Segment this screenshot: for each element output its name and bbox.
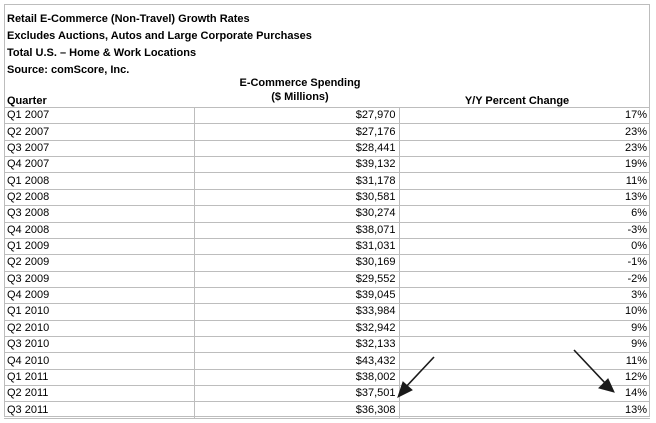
table-row xyxy=(4,386,650,402)
quarter-cell: Q4 2007 xyxy=(4,157,194,173)
spending-cell: $27,970 xyxy=(194,108,399,124)
spending-cell: $37,501 xyxy=(194,386,399,402)
spending-column-header xyxy=(190,76,410,104)
spending-cell: $38,071 xyxy=(194,222,399,238)
yoy-cell: 17% xyxy=(399,108,650,124)
spending-cell: $38,002 xyxy=(194,369,399,385)
table-row xyxy=(4,402,650,418)
yoy-cell: 23% xyxy=(399,124,650,140)
table-row xyxy=(4,222,650,238)
table-row xyxy=(4,238,650,254)
quarter-cell: Q4 2009 xyxy=(4,287,194,303)
data-table xyxy=(4,107,650,419)
spending-header-line2: ($ Millions) xyxy=(271,91,329,103)
spending-cell: $31,031 xyxy=(194,238,399,254)
quarter-cell: Q2 2008 xyxy=(4,189,194,205)
spending-cell: $43,432 xyxy=(194,353,399,369)
quarter-column-header: Quarter xyxy=(7,95,47,107)
quarter-cell: Q3 2009 xyxy=(4,271,194,287)
yoy-cell: -2% xyxy=(399,271,650,287)
table-row xyxy=(4,369,650,385)
table-row xyxy=(4,124,650,140)
report-header xyxy=(7,11,312,79)
yoy-cell: -1% xyxy=(399,255,650,271)
quarter-cell: Q1 2008 xyxy=(4,173,194,189)
spending-cell: $30,581 xyxy=(194,189,399,205)
yoy-cell: 13% xyxy=(399,402,650,418)
yoy-cell: 9% xyxy=(399,337,650,353)
yoy-cell: 23% xyxy=(399,140,650,156)
table-row xyxy=(4,255,650,271)
table-row xyxy=(4,108,650,124)
table-row xyxy=(4,206,650,222)
yoy-cell: 12% xyxy=(399,369,650,385)
yoy-cell: 11% xyxy=(399,173,650,189)
table-row xyxy=(4,271,650,287)
table-row xyxy=(4,320,650,336)
table-row xyxy=(4,140,650,156)
report-subtitle-exclusions: Excludes Auctions, Autos and Large Corporate Purchases xyxy=(7,30,312,42)
yoy-cell: 14% xyxy=(399,386,650,402)
yoy-cell: 19% xyxy=(399,157,650,173)
table-row xyxy=(4,353,650,369)
quarter-cell: Q3 2008 xyxy=(4,206,194,222)
quarter-cell: Q1 2007 xyxy=(4,108,194,124)
table-row xyxy=(4,157,650,173)
spending-cell: $29,552 xyxy=(194,271,399,287)
spending-cell: $31,178 xyxy=(194,173,399,189)
quarter-cell: Q1 2009 xyxy=(4,238,194,254)
report-source: Source: comScore, Inc. xyxy=(7,64,130,76)
table-row xyxy=(4,173,650,189)
yoy-cell: -3% xyxy=(399,222,650,238)
spending-cell: $32,942 xyxy=(194,320,399,336)
spending-cell: $27,176 xyxy=(194,124,399,140)
quarter-cell: Q2 2009 xyxy=(4,255,194,271)
quarter-cell: Q4 2008 xyxy=(4,222,194,238)
quarter-cell: Q2 2011 xyxy=(4,386,194,402)
yoy-cell: 0% xyxy=(399,238,650,254)
yoy-cell: 13% xyxy=(399,189,650,205)
quarter-cell: Q3 2011 xyxy=(4,402,194,418)
spending-cell: $32,133 xyxy=(194,337,399,353)
quarter-cell: Q2 2010 xyxy=(4,320,194,336)
spending-cell: $30,274 xyxy=(194,206,399,222)
yoy-cell: 11% xyxy=(399,353,650,369)
table-row xyxy=(4,287,650,303)
yoy-cell: 6% xyxy=(399,206,650,222)
quarter-cell: Q3 2007 xyxy=(4,140,194,156)
spending-cell: $39,132 xyxy=(194,157,399,173)
yoy-cell: 10% xyxy=(399,304,650,320)
spending-cell: $28,441 xyxy=(194,140,399,156)
spending-cell: $39,045 xyxy=(194,287,399,303)
spending-cell: $30,169 xyxy=(194,255,399,271)
yoy-column-header: Y/Y Percent Change xyxy=(464,95,570,107)
table-row xyxy=(4,189,650,205)
spending-cell: $33,984 xyxy=(194,304,399,320)
yoy-cell: 3% xyxy=(399,287,650,303)
spending-header-line1: E-Commerce Spending xyxy=(239,77,361,89)
quarter-cell: Q3 2010 xyxy=(4,337,194,353)
report-title: Retail E-Commerce (Non-Travel) Growth Rates xyxy=(7,13,250,25)
quarter-cell: Q4 2010 xyxy=(4,353,194,369)
table-row xyxy=(4,304,650,320)
quarter-cell: Q1 2011 xyxy=(4,369,194,385)
yoy-cell: 9% xyxy=(399,320,650,336)
table-row xyxy=(4,337,650,353)
report-subtitle-scope: Total U.S. – Home & Work Locations xyxy=(7,47,197,59)
quarter-cell: Q2 2007 xyxy=(4,124,194,140)
spending-cell: $36,308 xyxy=(194,402,399,418)
quarter-cell: Q1 2010 xyxy=(4,304,194,320)
